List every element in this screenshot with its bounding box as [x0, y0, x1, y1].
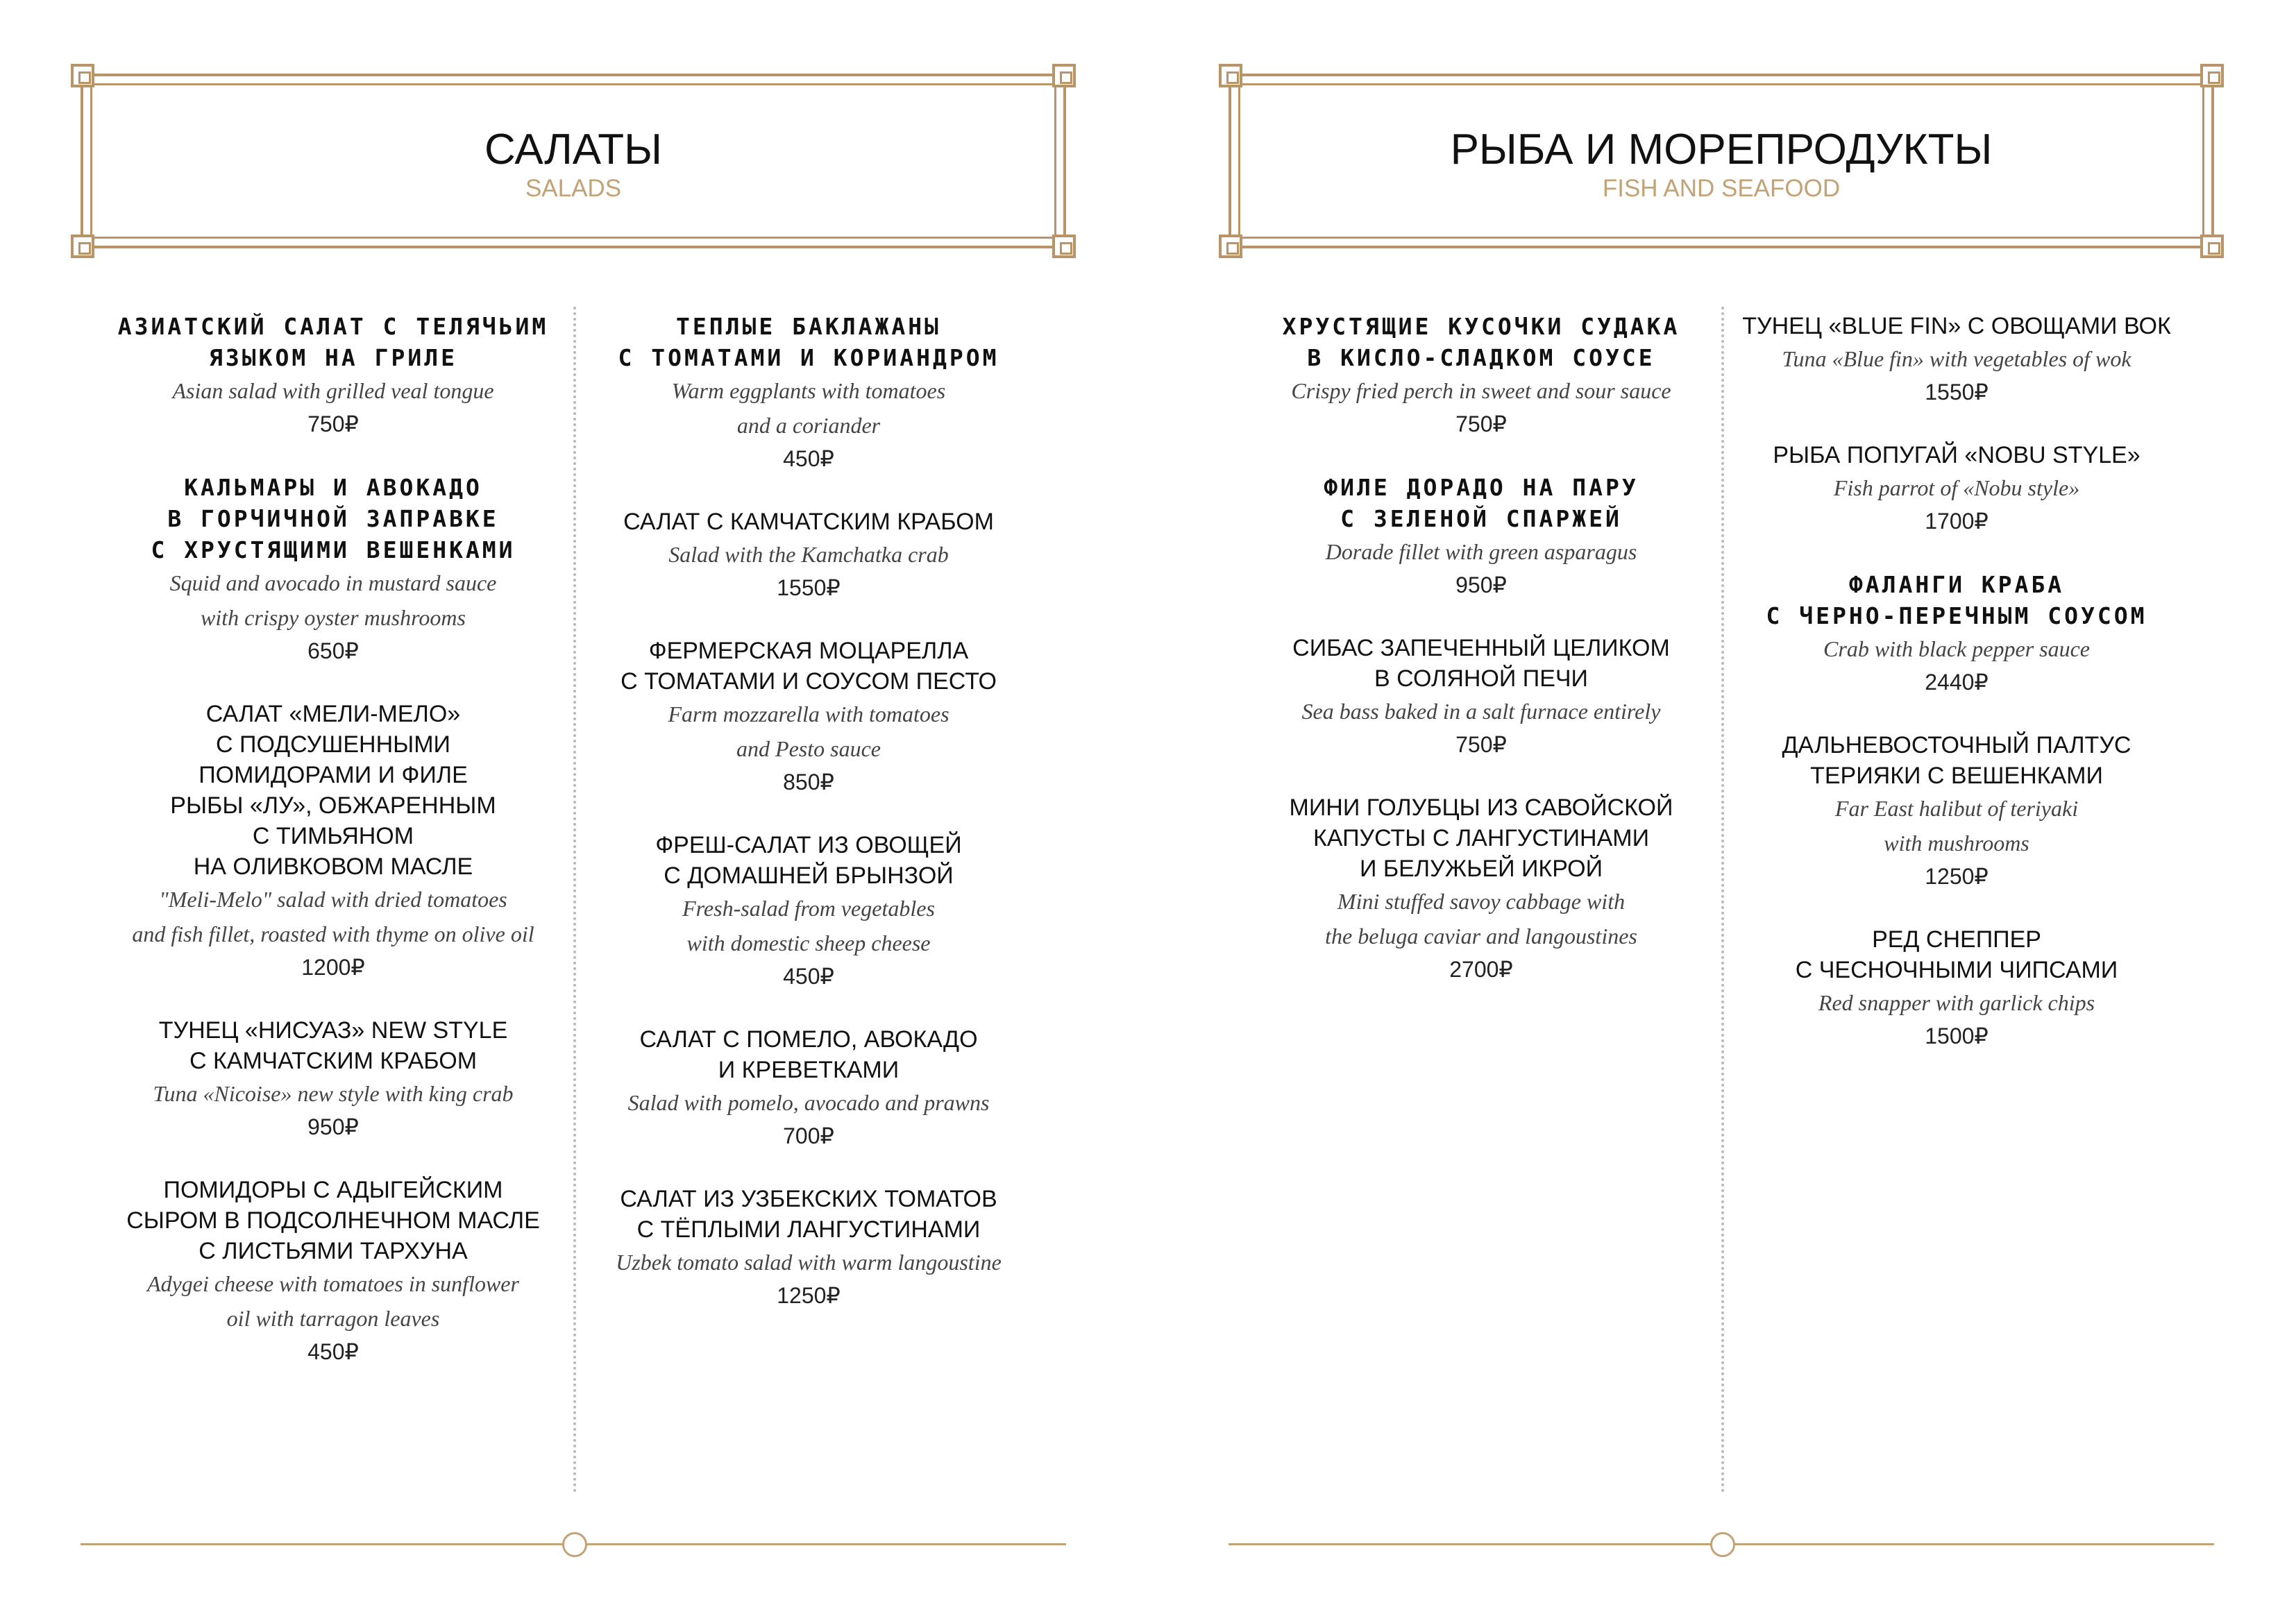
menu-item-price: 950₽	[1455, 572, 1507, 597]
menu-item-description: Adygei cheese with tomatoes in sunflower oil with tarragon leaves	[147, 1271, 519, 1331]
frame-corner-ornament	[71, 235, 94, 258]
section-header-frame	[1229, 74, 2214, 248]
menu-item-price: 1250₽	[1925, 864, 1989, 889]
menu-item-name: КАЛЬМАРЫ И АВОКАДО В ГОРЧИЧНОЙ ЗАПРАВКЕ С ХРУСТЯЩИМИ ВЕШЕНКАМИ	[151, 474, 516, 563]
menu-item-description: Dorade fillet with green asparagus	[1325, 539, 1637, 564]
menu-item-description: Farm mozzarella with tomatoes and Pesto sauce	[668, 702, 949, 761]
menu-item-name: ТУНЕЦ «BLUE FIN» С ОВОЩАМИ ВОК	[1742, 313, 2171, 339]
menu-column	[1717, 311, 2196, 1084]
frame-corner-ornament	[1052, 64, 1076, 87]
menu-item-name: СИБАС ЗАПЕЧЕННЫЙ ЦЕЛИКОМ В СОЛЯНОЙ ПЕЧИ	[1292, 635, 1670, 692]
menu-item-description: Fish parrot of «Nobu style»	[1833, 475, 2080, 500]
menu-item-name: РЫБА ПОПУГАЙ «NOBU STYLE»	[1773, 442, 2141, 468]
menu-item	[1242, 472, 1721, 601]
menu-column	[94, 311, 573, 1400]
menu-column	[569, 311, 1048, 1343]
frame-corner-ornament	[1052, 235, 1076, 258]
menu-item-price: 450₽	[783, 446, 834, 471]
section-subtitle: SALADS	[525, 175, 622, 202]
menu-item	[569, 1184, 1048, 1311]
menu-item	[569, 636, 1048, 798]
menu-item-name: ФИЛЕ ДОРАДО НА ПАРУ С ЗЕЛЕНОЙ СПАРЖЕЙ	[1324, 474, 1639, 532]
menu-item-price: 2440₽	[1925, 670, 1989, 695]
menu-item-price: 650₽	[307, 638, 359, 663]
menu-item	[1242, 633, 1721, 760]
menu-item	[569, 311, 1048, 475]
bottom-ornament-circle	[1710, 1532, 1735, 1557]
menu-item-name: ТЕПЛЫЕ БАКЛАЖАНЫ С ТОМАТАМИ И КОРИАНДРОМ	[618, 313, 999, 371]
menu-item	[1717, 440, 2196, 537]
menu-item-name: ДАЛЬНЕВОСТОЧНЫЙ ПАЛТУС ТЕРИЯКИ С ВЕШЕНКАМИ	[1782, 732, 2132, 789]
menu-item-description: Crab with black pepper sauce	[1823, 636, 2090, 661]
menu-item	[569, 507, 1048, 604]
menu-item-description: Far East halibut of teriyaki with mushrooms	[1834, 796, 2079, 856]
fish-seafood-page	[1148, 0, 2296, 1623]
menu-item	[569, 830, 1048, 992]
section-title: САЛАТЫ	[484, 126, 663, 173]
menu-item-name: САЛАТ «МЕЛИ-МЕЛО» С ПОДСУШЕННЫМИ ПОМИДОРАМИ И ФИЛЕ РЫБЫ «ЛУ», ОБЖАРЕННЫМ С ТИМЬЯНОМ НА ОЛИВКОВОМ МАСЛЕ	[170, 701, 496, 880]
menu-item-price: 750₽	[307, 411, 359, 436]
menu-item-price: 1200₽	[301, 955, 365, 980]
frame-corner-ornament	[2200, 64, 2224, 87]
menu-item-description: Sea bass baked in a salt furnace entirely	[1301, 699, 1661, 724]
frame-corner-ornament	[1219, 235, 1242, 258]
menu-item-price: 750₽	[1455, 411, 1507, 436]
menu-item-name: ХРУСТЯЩИЕ КУСОЧКИ СУДАКА В КИСЛО-СЛАДКОМ СОУСЕ	[1282, 313, 1680, 371]
menu-item-name: ФРЕШ-САЛАТ ИЗ ОВОЩЕЙ С ДОМАШНЕЙ БРЫНЗОЙ	[655, 832, 962, 889]
menu-item-price: 450₽	[783, 964, 834, 989]
menu-item-price: 450₽	[307, 1339, 359, 1364]
menu-item	[94, 311, 573, 440]
menu-item-description: Red snapper with garlick chips	[1818, 990, 2095, 1015]
section-title: РЫБА И МОРЕПРОДУКТЫ	[1450, 126, 1993, 173]
menu-item-price: 700₽	[783, 1123, 834, 1148]
menu-item-description: Tuna «Nicoise» new style with king crab	[153, 1081, 514, 1106]
menu-item-name: АЗИАТСКИЙ САЛАТ С ТЕЛЯЧЬИМ ЯЗЫКОМ НА ГРИЛЕ	[117, 313, 549, 371]
menu-item-price: 1250₽	[777, 1283, 841, 1308]
menu-item-description: Fresh-salad from vegetables with domestic sheep cheese	[682, 896, 935, 955]
bottom-ornament-circle	[562, 1532, 587, 1557]
menu-item-description: Mini stuffed savoy cabbage with the beluga caviar and langoustines	[1325, 889, 1637, 949]
menu-item-description: Squid and avocado in mustard sauce with crispy oyster mushrooms	[169, 570, 497, 630]
menu-item	[1242, 792, 1721, 985]
menu-item-price: 2700₽	[1449, 957, 1513, 982]
menu-item-name: МИНИ ГОЛУБЦЫ ИЗ САВОЙСКОЙ КАПУСТЫ С ЛАНГУСТИНАМИ И БЕЛУЖЬЕЙ ИКРОЙ	[1289, 794, 1673, 882]
menu-item-name: ФАЛАНГИ КРАБА С ЧЕРНО-ПЕРЕЧНЫМ СОУСОМ	[1766, 571, 2147, 629]
menu-item	[94, 1175, 573, 1368]
section-subtitle: FISH AND SEAFOOD	[1602, 175, 1841, 202]
menu-item-name: РЕД СНЕППЕР С ЧЕСНОЧНЫМИ ЧИПСАМИ	[1795, 926, 2118, 983]
menu-item-price: 1550₽	[777, 575, 841, 600]
menu-item-price: 1700₽	[1925, 509, 1989, 534]
menu-item-description: Salad with the Kamchatka crab	[668, 542, 949, 567]
menu-item-name: САЛАТ С КАМЧАТСКИМ КРАБОМ	[623, 509, 994, 535]
menu-item	[1717, 924, 2196, 1052]
menu-item	[94, 1015, 573, 1143]
menu-item	[94, 472, 573, 667]
menu-item-price: 1550₽	[1925, 380, 1989, 405]
menu-item	[1717, 311, 2196, 408]
menu-item-description: Warm eggplants with tomatoes and a coriander	[671, 378, 946, 438]
menu-item-price: 850₽	[783, 770, 834, 794]
menu-item-description: Asian salad with grilled veal tongue	[172, 378, 494, 403]
menu-item-description: Tuna «Blue fin» with vegetables of wok	[1782, 346, 2132, 371]
menu-item-name: САЛАТ ИЗ УЗБЕКСКИХ ТОМАТОВ С ТЁПЛЫМИ ЛАНГУСТИНАМИ	[620, 1186, 997, 1243]
menu-item	[1717, 569, 2196, 698]
menu-item-name: ПОМИДОРЫ С АДЫГЕЙСКИМ СЫРОМ В ПОДСОЛНЕЧНОМ МАСЛЕ С ЛИСТЬЯМИ ТАРХУНА	[126, 1177, 540, 1264]
frame-corner-ornament	[2200, 235, 2224, 258]
menu-item-description: Salad with pomelo, avocado and prawns	[627, 1090, 990, 1115]
menu-item	[569, 1024, 1048, 1152]
menu-item-price: 950₽	[307, 1114, 359, 1139]
frame-corner-ornament	[71, 64, 94, 87]
menu-item-name: ФЕРМЕРСКАЯ МОЦАРЕЛЛА С ТОМАТАМИ И СОУСОМ ПЕСТО	[621, 638, 997, 695]
menu-item	[1242, 311, 1721, 440]
menu-item-description: Crispy fried perch in sweet and sour sauce	[1291, 378, 1671, 403]
menu-item-price: 1500₽	[1925, 1023, 1989, 1048]
menu-item	[1717, 730, 2196, 892]
frame-corner-ornament	[1219, 64, 1242, 87]
menu-item-name: САЛАТ С ПОМЕЛО, АВОКАДО И КРЕВЕТКАМИ	[639, 1026, 978, 1083]
menu-item	[94, 699, 573, 983]
menu-item-description: Uzbek tomato salad with warm langoustine	[616, 1250, 1002, 1275]
menu-column	[1242, 311, 1721, 1017]
menu-item-price: 750₽	[1455, 732, 1507, 757]
menu-item-description: "Meli-Melo" salad with dried tomatoes and fish fillet, roasted with thyme on olive oil	[132, 887, 534, 946]
menu-item-name: ТУНЕЦ «НИСУАЗ» NEW STYLE С КАМЧАТСКИМ КРАБОМ	[158, 1017, 508, 1074]
section-header-frame	[81, 74, 1066, 248]
